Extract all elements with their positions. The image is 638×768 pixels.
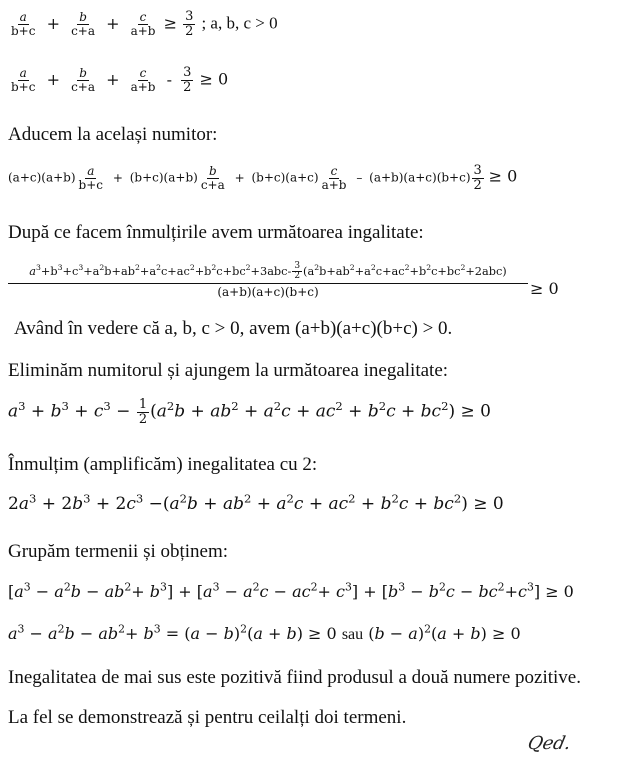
qed-signature: Qed. — [525, 733, 573, 754]
text-after-multiplication: După ce facem înmulțirile avem următoarea ingalitate: — [8, 222, 424, 243]
expanded-fraction — [8, 262, 528, 299]
text-multiply-by-two: Înmulțim (amplificăm) inegalitatea cu 2: — [8, 454, 318, 475]
ge-zero: ≥ 0 — [530, 279, 559, 298]
term: b+ab — [104, 264, 135, 278]
text-group-terms: Grupăm termenii și obținem: — [8, 541, 229, 562]
term: c+bc — [431, 264, 461, 278]
grouped-terms: $[a^3 - a^2b - ab^2+ b^3] + [a^3 - a^2c - ac^2+ c^3] + [b^3 - b^2c - bc^2+c^3] \ge 0$ — [8, 580, 574, 601]
term: c+bc — [216, 264, 246, 278]
inequality-rewritten: $\frac{a}{b+c}$ + $\frac{b}{c+a}$ + $\frac{c}{a+b}$ - $\frac{3}{2}$ ≥ 0 — [11, 65, 229, 95]
fraction-numerator: a — [19, 10, 27, 25]
term: +a — [83, 264, 100, 278]
fraction-numerator: a — [19, 66, 27, 81]
factor-term: (b+c)(a+b) — [129, 170, 198, 185]
fraction-numerator: 3 — [294, 261, 301, 271]
ge-zero: ≥ 0 — [488, 166, 518, 186]
fraction-numerator: c — [139, 10, 147, 25]
fraction-denominator: 2 — [294, 271, 301, 282]
fraction-denominator: b+c — [11, 23, 36, 38]
fraction-denominator: c+a — [200, 177, 225, 192]
fraction-denominator: b+c — [78, 177, 104, 192]
fraction-numerator: c — [330, 164, 338, 179]
term: +a — [354, 264, 371, 278]
term: +b — [40, 264, 58, 278]
minus-sign: - — [166, 69, 172, 89]
term: b+ab — [319, 264, 350, 278]
factored-term: $a^3 - a^2b - ab^2+ b^3 = (a - b)^2(a + b) \ge 0$ sau $(b - a)^2(a + b) \ge 0$ — [8, 622, 521, 643]
term: +3abc- — [250, 264, 292, 278]
fraction-denominator: a+b — [130, 79, 156, 94]
ge-zero: ≥ 0 — [199, 69, 229, 89]
fraction-denominator: 2 — [138, 411, 148, 427]
inequality-times-two: $2a^3 + 2b^3 + 2c^3 -(a^2b + ab^2 + a^2c + ac^2 + b^2c + bc^2) \ge 0$ — [8, 491, 504, 514]
term: +b — [409, 264, 427, 278]
term: +b — [194, 264, 212, 278]
fraction-denominator: c+a — [71, 23, 95, 38]
text-positive-product: Inegalitatea de mai sus este pozitivă fiind produsul a două numere pozitive. — [8, 667, 581, 688]
term: a — [29, 264, 37, 278]
fraction-numerator: 3 — [183, 65, 192, 80]
fraction-denominator: 2 — [183, 79, 192, 95]
fraction-numerator: c — [139, 66, 147, 81]
ge-sign: ≥ — [163, 13, 177, 33]
expanded-denominator: (a+b)(a+c)(b+c) — [217, 284, 319, 299]
text-eliminate-denominator: Eliminăm numitorul și ajungem la următoarea inegalitate: — [8, 360, 449, 381]
fraction-numerator: 3 — [473, 163, 482, 178]
term: (a — [303, 264, 315, 278]
fraction-numerator: b — [208, 164, 217, 179]
text-same-for-others: La fel se demonstrează și pentru ceilalți doi termeni. — [8, 707, 407, 728]
fraction-numerator: b — [79, 66, 87, 81]
fraction-denominator: b+c — [11, 79, 36, 94]
fraction-numerator: 3 — [185, 9, 194, 24]
expanded-numerator: $a^3+b^3+c^3+a^2b+ab^2+a^2c+ac^2+b^2c+bc^2+3abc-$ $\frac{3}{2}$ $(a^2b+ab^2+a^2c+ac^2+b^2c+bc^2+2abc)$ — [8, 262, 528, 284]
fraction-denominator: a+b — [130, 23, 156, 38]
text-given-positive: Având în vedere că a, b, c > 0, avem (a+b)(a+c)(b+c) > 0. — [14, 318, 453, 339]
factor-term: (a+c)(a+b) — [8, 170, 76, 185]
inequality-statement: $\frac{a}{b+c}$ + $\frac{b}{c+a}$ + $\frac{c}{a+b}$ ≥ $\frac{3}{2}$ ; a, b, c > 0 — [11, 9, 278, 39]
fraction-denominator: a+b — [321, 177, 347, 192]
fraction-numerator: b — [79, 10, 87, 25]
fraction-denominator: c+a — [71, 79, 95, 94]
term: c+ac — [375, 264, 405, 278]
fraction-numerator: 1 — [138, 397, 148, 412]
term: c+ac — [160, 264, 190, 278]
term: +a — [139, 264, 157, 278]
term: +2abc) — [465, 264, 507, 278]
inequality-without-denominator: $a^3 + b^3 + c^3$ − $\frac{1}{2}$ $(a^2b + ab^2 + a^2c + ac^2 + b^2c + bc^2) \ge 0$ — [8, 397, 491, 427]
factor-term: (a+b)(a+c)(b+c) — [369, 170, 471, 185]
text-common-denominator: Aducem la același numitor: — [8, 124, 218, 145]
term: +c — [62, 264, 79, 278]
factor-term: (b+c)(a+c) — [251, 170, 319, 185]
common-denominator-expression: (a+c)(a+b) $\frac{a}{b+c}$ + (b+c)(a+b) $\frac{b}{c+a}$ + (b+c)(a+c) $\frac{c}{a+b}$ – (a+b)(a+c)(b+c) $\frac{3}{2}$ ≥ 0 — [8, 163, 518, 193]
fraction-denominator: 2 — [185, 23, 194, 39]
condition-text: ; a, b, c > 0 — [201, 13, 278, 33]
fraction-numerator: a — [87, 164, 95, 179]
fraction-denominator: 2 — [473, 177, 482, 193]
